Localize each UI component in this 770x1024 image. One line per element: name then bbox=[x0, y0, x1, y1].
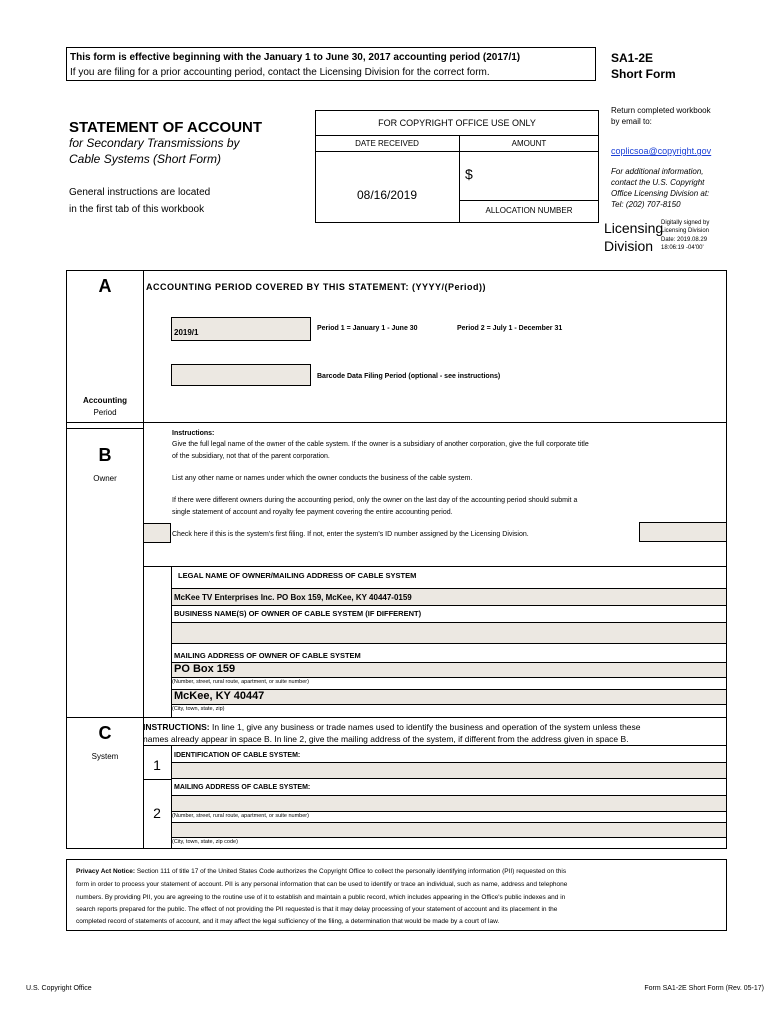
page-subtitle-line1: for Secondary Transmissions by bbox=[69, 136, 240, 150]
section-a-letter: A bbox=[98, 276, 112, 296]
signature-detail-line2: Licensing Division bbox=[661, 228, 710, 234]
form-type: Short Form bbox=[611, 67, 676, 81]
divider bbox=[66, 717, 144, 718]
office-use-heading: FOR COPYRIGHT OFFICE USE ONLY bbox=[378, 118, 536, 128]
privacy-bold: Privacy Act Notice: bbox=[76, 868, 136, 875]
section-b-instr3-line1: If there were different owners during the accounting period, only the owner on the last day of the accounting period should submit a bbox=[172, 497, 578, 504]
accounting-period-value: 2019/1 bbox=[174, 328, 199, 337]
signature-name-line2: Division bbox=[604, 238, 654, 254]
section-c-instructions-line2: names already appear in space B. In line 2, give the mailing address of the system, if different from the address given in space B. bbox=[143, 734, 629, 744]
system-line2-number: 2 bbox=[153, 805, 161, 821]
legal-name-value: McKee TV Enterprises Inc. PO Box 159, McKee, KY 40447-0159 bbox=[174, 593, 412, 602]
section-c-letter: C bbox=[98, 723, 112, 743]
system-line1-number: 1 bbox=[153, 757, 161, 773]
section-b-instructions-title: Instructions: bbox=[172, 430, 215, 437]
section-c-instructions-bold: INSTRUCTIONS: bbox=[143, 722, 210, 732]
section-b-name: Owner bbox=[93, 474, 117, 483]
footer-right: Form SA1-2E Short Form (Rev. 05-17) bbox=[644, 985, 764, 992]
return-line2: by email to: bbox=[611, 117, 652, 126]
general-instructions-line1: General instructions are located bbox=[69, 187, 211, 198]
divider bbox=[315, 135, 599, 136]
effective-notice-line2: If you are filing for a prior accounting period, contact the Licensing Division for the correct form. bbox=[70, 67, 490, 78]
divider bbox=[143, 745, 727, 746]
system-mailing-label: MAILING ADDRESS OF CABLE SYSTEM: bbox=[174, 784, 311, 791]
section-b-letter: B bbox=[98, 445, 112, 465]
contact-info-line1: For additional information, bbox=[611, 167, 704, 176]
email-link[interactable]: coplicsoa@copyright.gov bbox=[611, 146, 712, 156]
section-a-name-line2: Period bbox=[93, 408, 117, 417]
system-street-input[interactable] bbox=[171, 795, 727, 812]
page-title: STATEMENT OF ACCOUNT bbox=[69, 119, 263, 136]
system-street-hint: (Number, street, rural route, apartment, or suite number) bbox=[172, 813, 309, 819]
section-c-name: System bbox=[91, 752, 119, 761]
business-names-input[interactable] bbox=[171, 622, 727, 644]
signature-detail-line4: 18:06:19 -04'00' bbox=[661, 245, 704, 251]
system-city-input[interactable] bbox=[171, 822, 727, 838]
effective-notice-line1: This form is effective beginning with the January 1 to June 30, 2017 accounting period (2017/1) bbox=[70, 52, 521, 63]
owner-street-hint: (Number, street, rural route, apartment, or suite number) bbox=[172, 679, 309, 685]
privacy-line4: search reports prepared for the public. The effect of not providing the PII requested is that it may delay processing of your statement of account and its placement in the bbox=[76, 906, 558, 913]
section-b-instr1-line2: of the subsidiary, not that of the parent corporation. bbox=[172, 453, 330, 460]
privacy-line1 bbox=[76, 868, 566, 875]
form-id: SA1-2E bbox=[611, 51, 654, 65]
privacy-text: Section 111 of title 17 of the United States Code authorizes the Copyright Office to collect the personally identifying information (PII) requested on this bbox=[135, 868, 567, 875]
barcode-period-input[interactable] bbox=[171, 364, 311, 386]
legal-name-label: LEGAL NAME OF OWNER/MAILING ADDRESS OF CABLE SYSTEM bbox=[178, 571, 417, 580]
divider bbox=[315, 151, 599, 152]
amount-value: $ bbox=[465, 166, 473, 182]
divider bbox=[66, 428, 144, 429]
date-received-label: DATE RECEIVED bbox=[355, 139, 419, 148]
privacy-line2: form in order to process your statement of account. PII is any personal information that can be used to identify or trace an individual, such as name, address and telephone bbox=[76, 881, 568, 888]
owner-street-input[interactable] bbox=[171, 662, 727, 678]
section-b-instr3-line2: single statement of account and royalty fee payment covering the entire accounting period. bbox=[172, 509, 453, 516]
section-c-instructions-text: In line 1, give any business or trade names used to identify the business and operation of the system unless these bbox=[209, 722, 641, 732]
period2-label: Period 2 = July 1 - December 31 bbox=[457, 325, 563, 332]
page-subtitle-line2: Cable Systems (Short Form) bbox=[69, 152, 222, 166]
date-received-value: 08/16/2019 bbox=[356, 188, 418, 202]
first-filing-checkbox[interactable] bbox=[143, 523, 171, 543]
business-names-label: BUSINESS NAME(S) OF OWNER OF CABLE SYSTEM (IF DIFFERENT) bbox=[174, 609, 422, 618]
allocation-number-label: ALLOCATION NUMBER bbox=[485, 206, 573, 215]
signature-name-line1: Licensing bbox=[604, 220, 664, 236]
system-identification-input[interactable] bbox=[171, 762, 727, 779]
section-a-name-line1: Accounting bbox=[83, 396, 127, 405]
section-a-heading: ACCOUNTING PERIOD COVERED BY THIS STATEMENT: (YYYY/(Period)) bbox=[146, 282, 487, 292]
divider bbox=[459, 200, 599, 201]
first-filing-label: Check here if this is the system's first filing. If not, enter the system's ID number assigned by the Licensing Division. bbox=[172, 531, 529, 538]
divider bbox=[143, 422, 727, 423]
signature-detail-line3: Date: 2019.08.29 bbox=[661, 237, 708, 243]
general-instructions-line2: in the first tab of this workbook bbox=[69, 204, 205, 215]
amount-label: AMOUNT bbox=[511, 139, 547, 148]
mailing-address-label: MAILING ADDRESS OF OWNER OF CABLE SYSTEM bbox=[174, 651, 361, 660]
privacy-line3: numbers. By providing PII, you are agreeing to the routine use of it to establish and maintain a public record, which includes appearing in the Office's public indexes and in bbox=[76, 894, 566, 901]
section-c-instructions-line1 bbox=[143, 722, 641, 732]
owner-city-value: McKee, KY 40447 bbox=[174, 690, 265, 702]
signature-detail-line1: Digitally signed by bbox=[661, 220, 710, 226]
contact-info-line4: Tel: (202) 707-8150 bbox=[611, 200, 681, 209]
system-city-hint: (City, town, state, zip code) bbox=[172, 839, 238, 845]
contact-info-line2: contact the U.S. Copyright bbox=[611, 178, 705, 187]
system-id-input[interactable] bbox=[639, 522, 727, 542]
divider bbox=[143, 779, 171, 780]
owner-city-hint: (City, town, state, zip) bbox=[172, 706, 225, 712]
barcode-period-label: Barcode Data Filing Period (optional - see instructions) bbox=[317, 373, 501, 380]
section-b-instr1-line1: Give the full legal name of the owner of the cable system. If the owner is a subsidiary of another corporation, give the full corporate title bbox=[172, 441, 589, 448]
section-b-instr2: List any other name or names under which the owner conducts the business of the cable system. bbox=[172, 475, 473, 482]
period1-label: Period 1 = January 1 - June 30 bbox=[317, 325, 418, 332]
owner-street-value: PO Box 159 bbox=[174, 663, 236, 675]
system-identification-label: IDENTIFICATION OF CABLE SYSTEM: bbox=[174, 752, 301, 759]
divider bbox=[66, 422, 144, 423]
privacy-line5: completed record of statements of account, and it may affect the legal sufficiency of the filing, a determination that would be made by a court of law. bbox=[76, 918, 500, 925]
contact-info-line3: Office Licensing Division at: bbox=[611, 189, 710, 198]
footer-left: U.S. Copyright Office bbox=[26, 985, 92, 992]
return-line1: Return completed workbook bbox=[611, 106, 711, 115]
